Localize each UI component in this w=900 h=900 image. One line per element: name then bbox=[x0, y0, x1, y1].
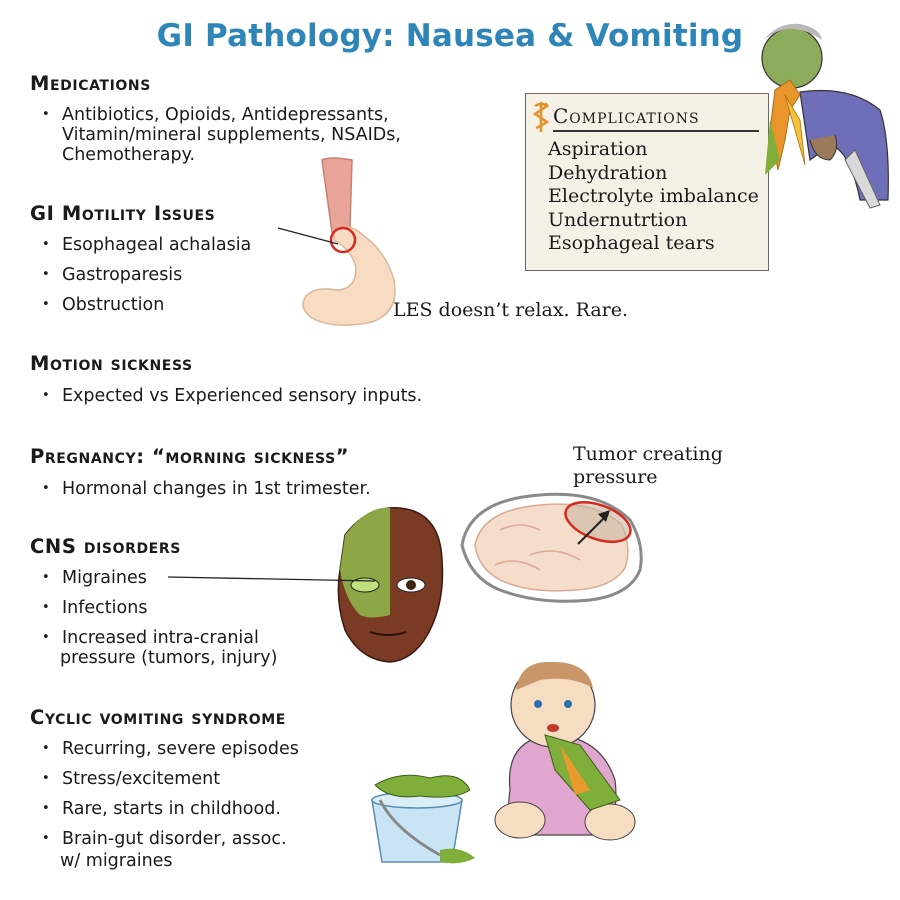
sick-man-illustration bbox=[762, 24, 888, 208]
list-item: Undernutrtion bbox=[548, 208, 688, 231]
medications-heading: Medications bbox=[30, 72, 151, 95]
complications-heading: Complications bbox=[553, 104, 700, 128]
list-item: • Brain-gut disorder, assoc. bbox=[30, 829, 350, 849]
list-item: • Increased intra-cranial bbox=[30, 628, 330, 648]
page-title: GI Pathology: Nausea & Vomiting bbox=[156, 18, 744, 54]
list-item: • Esophageal achalasia bbox=[30, 235, 300, 255]
tumor-annotation-line: pressure bbox=[573, 466, 658, 488]
list-item: Dehydration bbox=[548, 161, 668, 184]
cyclic-item-continuation: w/ migraines bbox=[60, 851, 173, 871]
head-illustration bbox=[168, 508, 443, 662]
list-item: • Hormonal changes in 1st trimester. bbox=[30, 479, 450, 499]
list-item: • Infections bbox=[30, 598, 330, 618]
baby-illustration bbox=[495, 662, 635, 840]
cns-item-continuation: pressure (tumors, injury) bbox=[60, 648, 278, 668]
list-item: • Recurring, severe episodes bbox=[30, 739, 350, 759]
cns-heading: CNS disorders bbox=[30, 535, 181, 558]
list-item: • Rare, starts in childhood. bbox=[30, 799, 350, 819]
list-item: • Migraines bbox=[30, 568, 330, 588]
motion-sickness-heading: Motion sickness bbox=[30, 352, 193, 375]
list-item: • Gastroparesis bbox=[30, 265, 300, 285]
pregnancy-heading: Pregnancy: “morning sickness” bbox=[30, 445, 350, 468]
list-item: Esophageal tears bbox=[548, 232, 715, 254]
list-item: Vitamin/mineral supplements, NSAIDs, bbox=[62, 125, 401, 145]
list-item: • Stress/excitement bbox=[30, 769, 350, 789]
stomach-illustration bbox=[278, 158, 395, 325]
list-item: • Expected vs Experienced sensory inputs. bbox=[30, 386, 510, 406]
list-item: Electrolyte imbalance bbox=[548, 185, 759, 207]
cyclic-vomiting-heading: Cyclic vomiting syndrome bbox=[30, 706, 286, 729]
les-annotation: LES doesn’t relax. Rare. bbox=[393, 299, 629, 321]
brain-illustration bbox=[462, 494, 641, 601]
bucket-illustration bbox=[372, 775, 475, 863]
list-item: • Antibiotics, Opioids, Antidepressants, bbox=[30, 105, 500, 125]
gi-motility-heading: GI Motility Issues bbox=[30, 202, 216, 225]
list-item: • Obstruction bbox=[30, 295, 300, 315]
list-item: Aspiration bbox=[548, 138, 648, 160]
tumor-annotation-line: Tumor creating bbox=[573, 443, 723, 465]
list-item: Chemotherapy. bbox=[62, 145, 196, 165]
